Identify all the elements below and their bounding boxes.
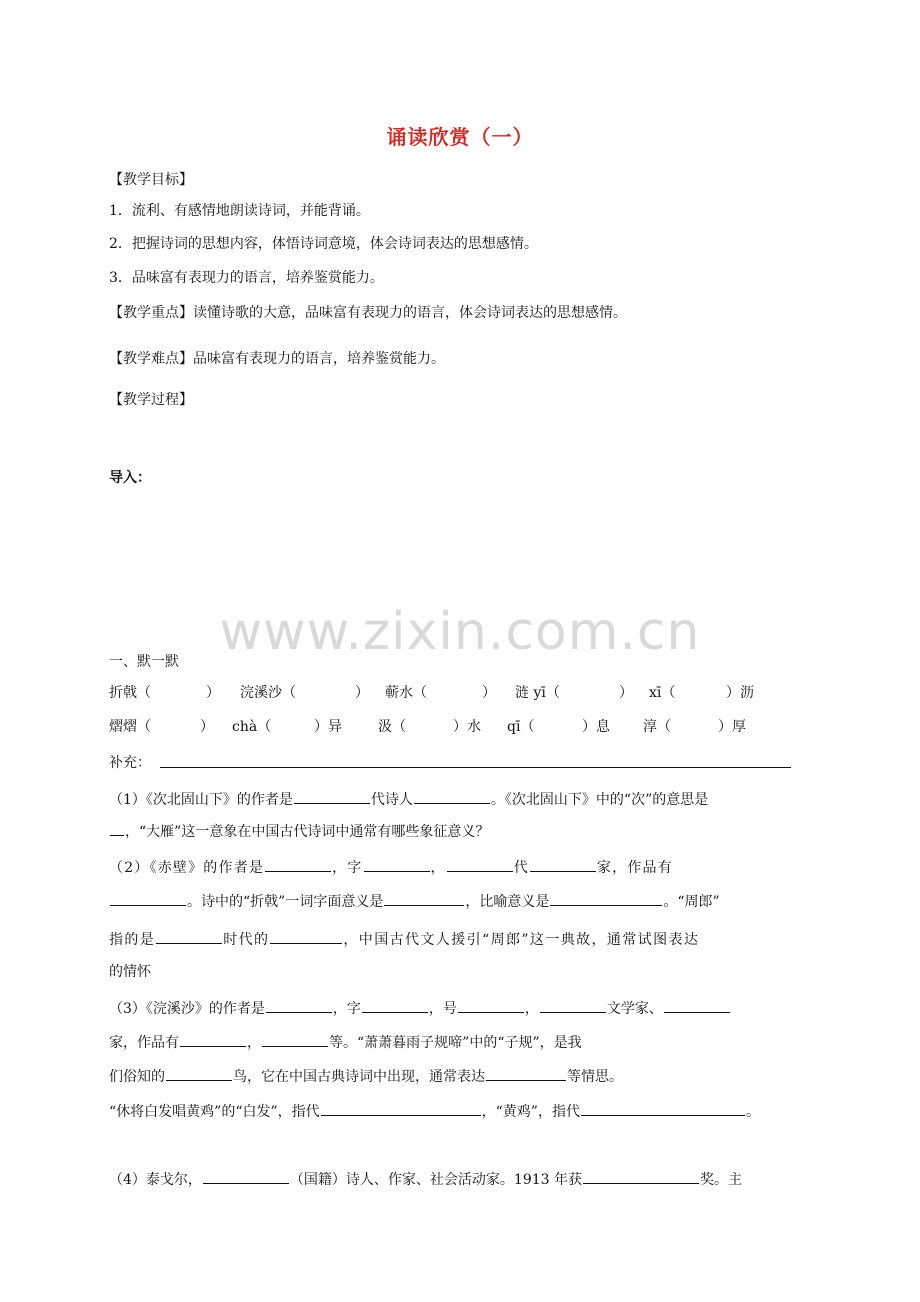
fill-厚: ）厚 <box>718 719 746 735</box>
q3-blank-huangji <box>581 1101 745 1116</box>
q3-blank-field <box>664 998 730 1013</box>
q3-blank-work2 <box>262 1032 328 1047</box>
q2-blank-title <box>530 857 596 872</box>
fill-qi: qī（ <box>507 719 535 735</box>
paren-close: ） <box>355 685 369 701</box>
supplement-blank <box>160 767 791 768</box>
fill-蕲水: 蕲水（ <box>385 685 427 701</box>
fill-涟yi: 涟 yī（ <box>515 685 560 701</box>
difficulty-label: 【教学难点】 <box>109 351 193 367</box>
q2-line3: 指的是 时代的 ，中国古代文人援引“周郎”这一典故，通常试图表达 <box>109 929 699 950</box>
fill-淳: 淳（ <box>643 719 671 735</box>
q3-blank-dynasty <box>540 998 606 1013</box>
q4-line1: （4）泰戈尔， （国籍）诗人、作家、社会活动家。1913 年获 奖。主 <box>109 1169 742 1190</box>
q2-line2: 。诗中的“折戟”一词字面意义是 ，比喻意义是 。“周郎” <box>109 891 720 912</box>
focus-label: 【教学重点】 <box>109 305 193 321</box>
difficulty-line <box>109 349 445 369</box>
q2-line4: 的情怀 <box>109 964 151 980</box>
q2-blank-dynasty <box>447 857 513 872</box>
q1-blank-author <box>294 789 370 804</box>
fill-息: ）息 <box>582 719 610 735</box>
page-title: 诵读欣赏（一） <box>386 125 534 149</box>
q2-blank-person <box>270 929 342 944</box>
fill-沥: ）沥 <box>726 685 754 701</box>
q1-line2: ，“大雁”这一意象在中国古代诗词中通常有哪些象征意义？ <box>109 821 489 842</box>
q3-blank-emotion <box>486 1066 566 1081</box>
process-heading: 【教学过程】 <box>109 392 193 408</box>
fill-浣溪沙: 浣溪沙（ <box>240 685 296 701</box>
q2-blank-literal <box>384 891 464 906</box>
fill-cha: chà（ <box>232 719 272 735</box>
q3-blank-zi <box>362 998 428 1013</box>
fill-汲: 汲（ <box>378 719 406 735</box>
fill-折戟: 折戟（ <box>109 685 151 701</box>
supplement-label: 补充： <box>109 755 151 771</box>
q4-blank-nationality <box>203 1169 289 1184</box>
q4-blank-prize <box>583 1169 699 1184</box>
fill-水: ）水 <box>453 719 481 735</box>
watermark: www.zixin.com.cn <box>219 602 701 662</box>
intro-label: 导入： <box>109 470 151 486</box>
objective-item-2: 2．把握诗词的思想内容，体悟诗词意境，体会诗词表达的思想感情。 <box>109 236 538 252</box>
q2-blank-zi <box>364 857 430 872</box>
objective-item-1: 1．流利、有感情地朗读诗词，并能背诵。 <box>109 203 370 219</box>
difficulty-text: 品味富有表现力的语言，培养鉴赏能力。 <box>193 351 445 367</box>
focus-text: 读懂诗歌的大意，品味富有表现力的语言，体会诗词表达的思想感情。 <box>193 305 627 321</box>
q1-line1: （1）《次北固山下》的作者是 代诗人 。《次北固山下》中的“次”的意思是 <box>109 789 708 810</box>
paren-close: ） <box>482 685 496 701</box>
section1-heading: 一、默一默 <box>109 654 179 670</box>
q3-blank-hao <box>458 998 524 1013</box>
q3-line2: 家，作品有 ， 等。“萧萧暮雨子规啼”中的“子规”，是我 <box>109 1032 582 1053</box>
q3-blank-author <box>266 998 332 1013</box>
q3-line4: “休将白发唱黄鸡”的“白发”，指代 ，“黄鸡”，指代 。 <box>109 1101 760 1122</box>
q3-line3: 们俗知的 鸟，它在中国古典诗词中出现，通常表达 等情思。 <box>109 1066 623 1087</box>
paren-close: ） <box>200 719 214 735</box>
q3-line1: （3）《浣溪沙》的作者是 ，字 ，号 ， 文学家、 <box>109 998 731 1019</box>
q1-blank-poet <box>414 789 490 804</box>
q2-blank-era <box>156 929 222 944</box>
paren-close: ） <box>206 685 220 701</box>
fill-xi: xī（ <box>649 685 676 701</box>
fill-熠熠: 熠熠（ <box>109 719 151 735</box>
objectives-heading: 【教学目标】 <box>109 172 193 188</box>
paren-close: ） <box>619 685 633 701</box>
q2-blank-figurative <box>550 891 662 906</box>
q2-blank-works <box>110 891 186 906</box>
q2-blank-author <box>265 857 331 872</box>
q2-line1: （2）《赤壁》的作者是 ，字 ， 代 家，作品有 <box>109 857 673 878</box>
q1-blank-meaning <box>110 821 124 836</box>
q3-blank-work1 <box>180 1032 246 1047</box>
focus-line <box>109 303 627 323</box>
q3-blank-baifa <box>321 1101 481 1116</box>
fill-异: ）异 <box>314 719 342 735</box>
objective-item-3: 3．品味富有表现力的语言，培养鉴赏能力。 <box>109 270 384 286</box>
q3-blank-bird <box>166 1066 232 1081</box>
